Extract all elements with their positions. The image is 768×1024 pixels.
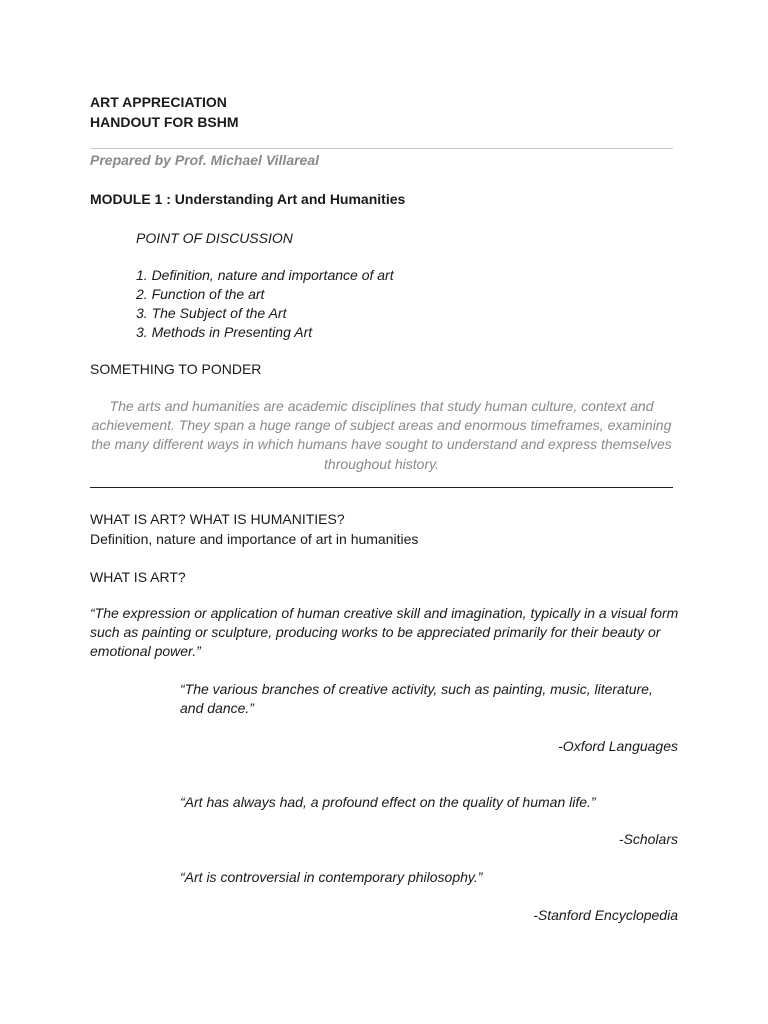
quote-text: “Art is controversial in contemporary philosophy.” — [180, 869, 483, 885]
module-title: MODULE 1 : Understanding Art and Humanities — [90, 191, 406, 207]
quote-text: “The various branches of creative activity, such as painting, music, literature, and dance.” — [180, 681, 653, 717]
document-title-line1: ART APPRECIATION — [90, 94, 227, 110]
what-is-art-heading: WHAT IS ART? — [90, 569, 186, 585]
ponder-heading: SOMETHING TO PONDER — [90, 361, 262, 377]
header-divider — [90, 148, 673, 149]
point-item: 3. Methods in Presenting Art — [136, 324, 313, 340]
section-divider — [90, 487, 673, 488]
section-heading: WHAT IS ART? WHAT IS HUMANITIES? — [90, 511, 345, 527]
quote-source: -Stanford Encyclopedia — [533, 907, 678, 923]
ponder-quote: The arts and humanities are academic disciplines that study human culture, context and achievement. They span a huge range of subject areas and enormous timeframes, examining the many different ways in which humans have sought to understand and express themselves throughout history. — [91, 398, 672, 472]
prepared-by: Prepared by Prof. Michael Villareal — [90, 152, 320, 168]
quote-text: “Art has always had, a profound effect on the quality of human life.” — [180, 794, 596, 810]
definition-quote: “The expression or application of human creative skill and imagination, typically in a visual form such as painting or sculpture, producing works to be appreciated primarily for their beauty or emotional power.” — [90, 605, 679, 660]
section-subheading: Definition, nature and importance of art in humanities — [90, 531, 419, 547]
quote-source: -Scholars — [618, 831, 678, 847]
point-item: 1. Definition, nature and importance of art — [136, 267, 394, 283]
point-item: 3. The Subject of the Art — [136, 305, 287, 321]
document-title-line2: HANDOUT FOR BSHM — [90, 114, 239, 130]
point-item: 2. Function of the art — [136, 286, 265, 302]
quote-source: -Oxford Languages — [558, 738, 678, 754]
points-heading: POINT OF DISCUSSION — [136, 230, 293, 246]
